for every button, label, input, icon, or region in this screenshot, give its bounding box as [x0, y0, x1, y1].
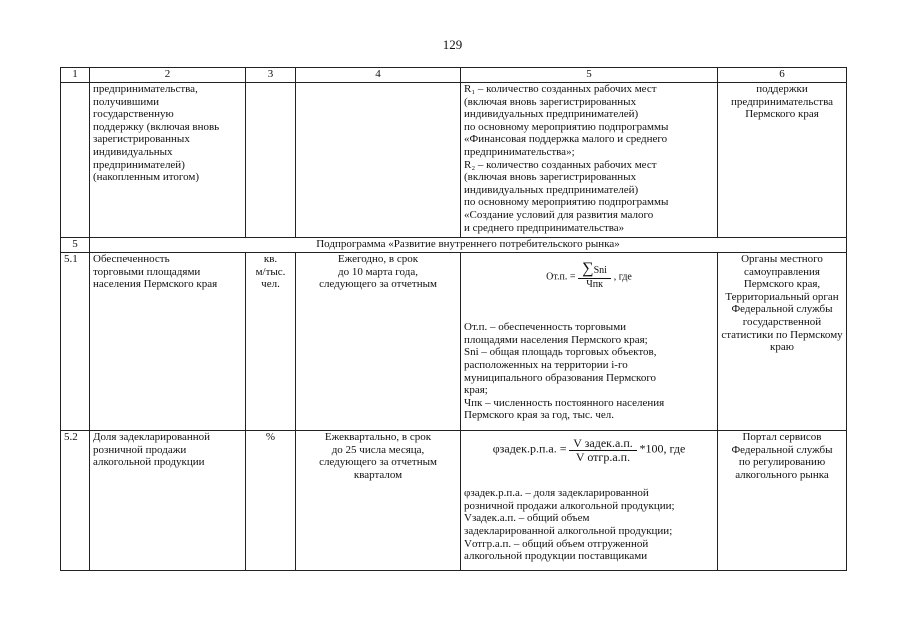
table-row-continuation: [61, 83, 847, 238]
table-header-row: [61, 68, 847, 83]
cont-unit-cell: [246, 83, 296, 238]
table-row-section-5: [61, 238, 847, 253]
section-number: 5: [61, 238, 90, 253]
row-5-2-period: Ежеквартально, в срок до 25 числа месяца, следующего за отчетным кварталом: [296, 431, 461, 571]
row-5-2-unit: %: [246, 431, 296, 571]
row-5-1-unit: кв. м/тыс. чел.: [246, 253, 296, 431]
cont-source-text: поддержки предпринимательства Пермского края: [718, 83, 847, 238]
row-5-1-period: Ежегодно, в срок до 10 марта года, следующего за отчетным: [296, 253, 461, 431]
cont-num-cell: [61, 83, 90, 238]
formula-denominator: V отгр.а.п.: [575, 449, 631, 464]
header-col-6: 6: [718, 68, 847, 83]
header-col-2: 2: [90, 68, 246, 83]
row-5-1-source: Органы местного самоуправления Пермского края, Территориальный орган Федеральной службы государственной статистики по Пермскому краю: [718, 253, 847, 431]
header-col-5: 5: [461, 68, 718, 83]
header-col-3: 3: [246, 68, 296, 83]
formula-numerator: Sni: [593, 265, 607, 276]
row-5-2-method-description: φзадек.р.п.а. – доля задекларированной розничной продажи алкогольной продукции; Vзадек.а.п. – общий объем задекларированной алкогольной продукции; Vотгр.а.п. – общий объем отгруженной алкогольной продукции поставщиками: [464, 487, 675, 563]
formula-numerator: V задек.а.п.: [569, 437, 637, 451]
header-col-1: 1: [61, 68, 90, 83]
row-5-2-indicator-name: Доля задекларированной розничной продажи алкогольной продукции: [90, 431, 246, 571]
row-5-2-method: [461, 431, 718, 571]
formula-lhs: От.п. =: [546, 271, 576, 283]
section-title: Подпрограмма «Развитие внутреннего потребительского рынка»: [90, 238, 847, 253]
row-5-2-source: Портал сервисов Федеральной службы по регулированию алкогольного рынка: [718, 431, 847, 571]
formula-denominator: Чпк: [586, 278, 603, 290]
row-5-1-method: [461, 253, 718, 431]
formula-lhs: φзадек.р.п.а. =: [492, 441, 567, 456]
indicator-table: [60, 67, 847, 571]
formula-tail: *100, где: [639, 441, 686, 456]
row-5-1-number: 5.1: [61, 253, 90, 431]
header-col-4: 4: [296, 68, 461, 83]
row-5-1-method-description: От.п. – обеспеченность торговыми площадями населения Пермского края; Sni – общая площадь торговых объектов, расположенных на территории i-го муниципального образования Пермского края; Чпк – численность постоянного населения Пермского края за год, тыс. чел.: [464, 321, 665, 422]
row-5-2-formula: [464, 437, 714, 463]
cont-period-cell: [296, 83, 461, 238]
cont-indicator-name: предпринимательства, получившими государственную поддержку (включая вновь зарегистрированных индивидуальных предпринимателей) (накопленным итогом): [90, 83, 246, 238]
formula-tail: , где: [613, 271, 632, 283]
sigma-symbol: ∑: [582, 260, 594, 277]
cont-method-text: R₁ – количество созданных рабочих мест (включая вновь зарегистрированных индивидуальных предпринимателей) по основному мероприятию подпрограммы «Финансовая поддержка малого и среднего предпринимательства»; R₂ – количество созданных рабочих мест (включая вновь зарегистрированных индивидуальных предпринимателей) по основному мероприятию подпрограммы «Создание условий для развития малого и среднего предпринимательства»: [461, 83, 718, 238]
table-row-5-2: [61, 431, 847, 571]
row-5-1-indicator-name: Обеспеченность торговыми площадями населения Пермского края: [90, 253, 246, 431]
page-number: 129: [442, 37, 463, 52]
row-5-1-formula: [464, 260, 714, 291]
table-row-5-1: [61, 253, 847, 431]
row-5-2-number: 5.2: [61, 431, 90, 571]
